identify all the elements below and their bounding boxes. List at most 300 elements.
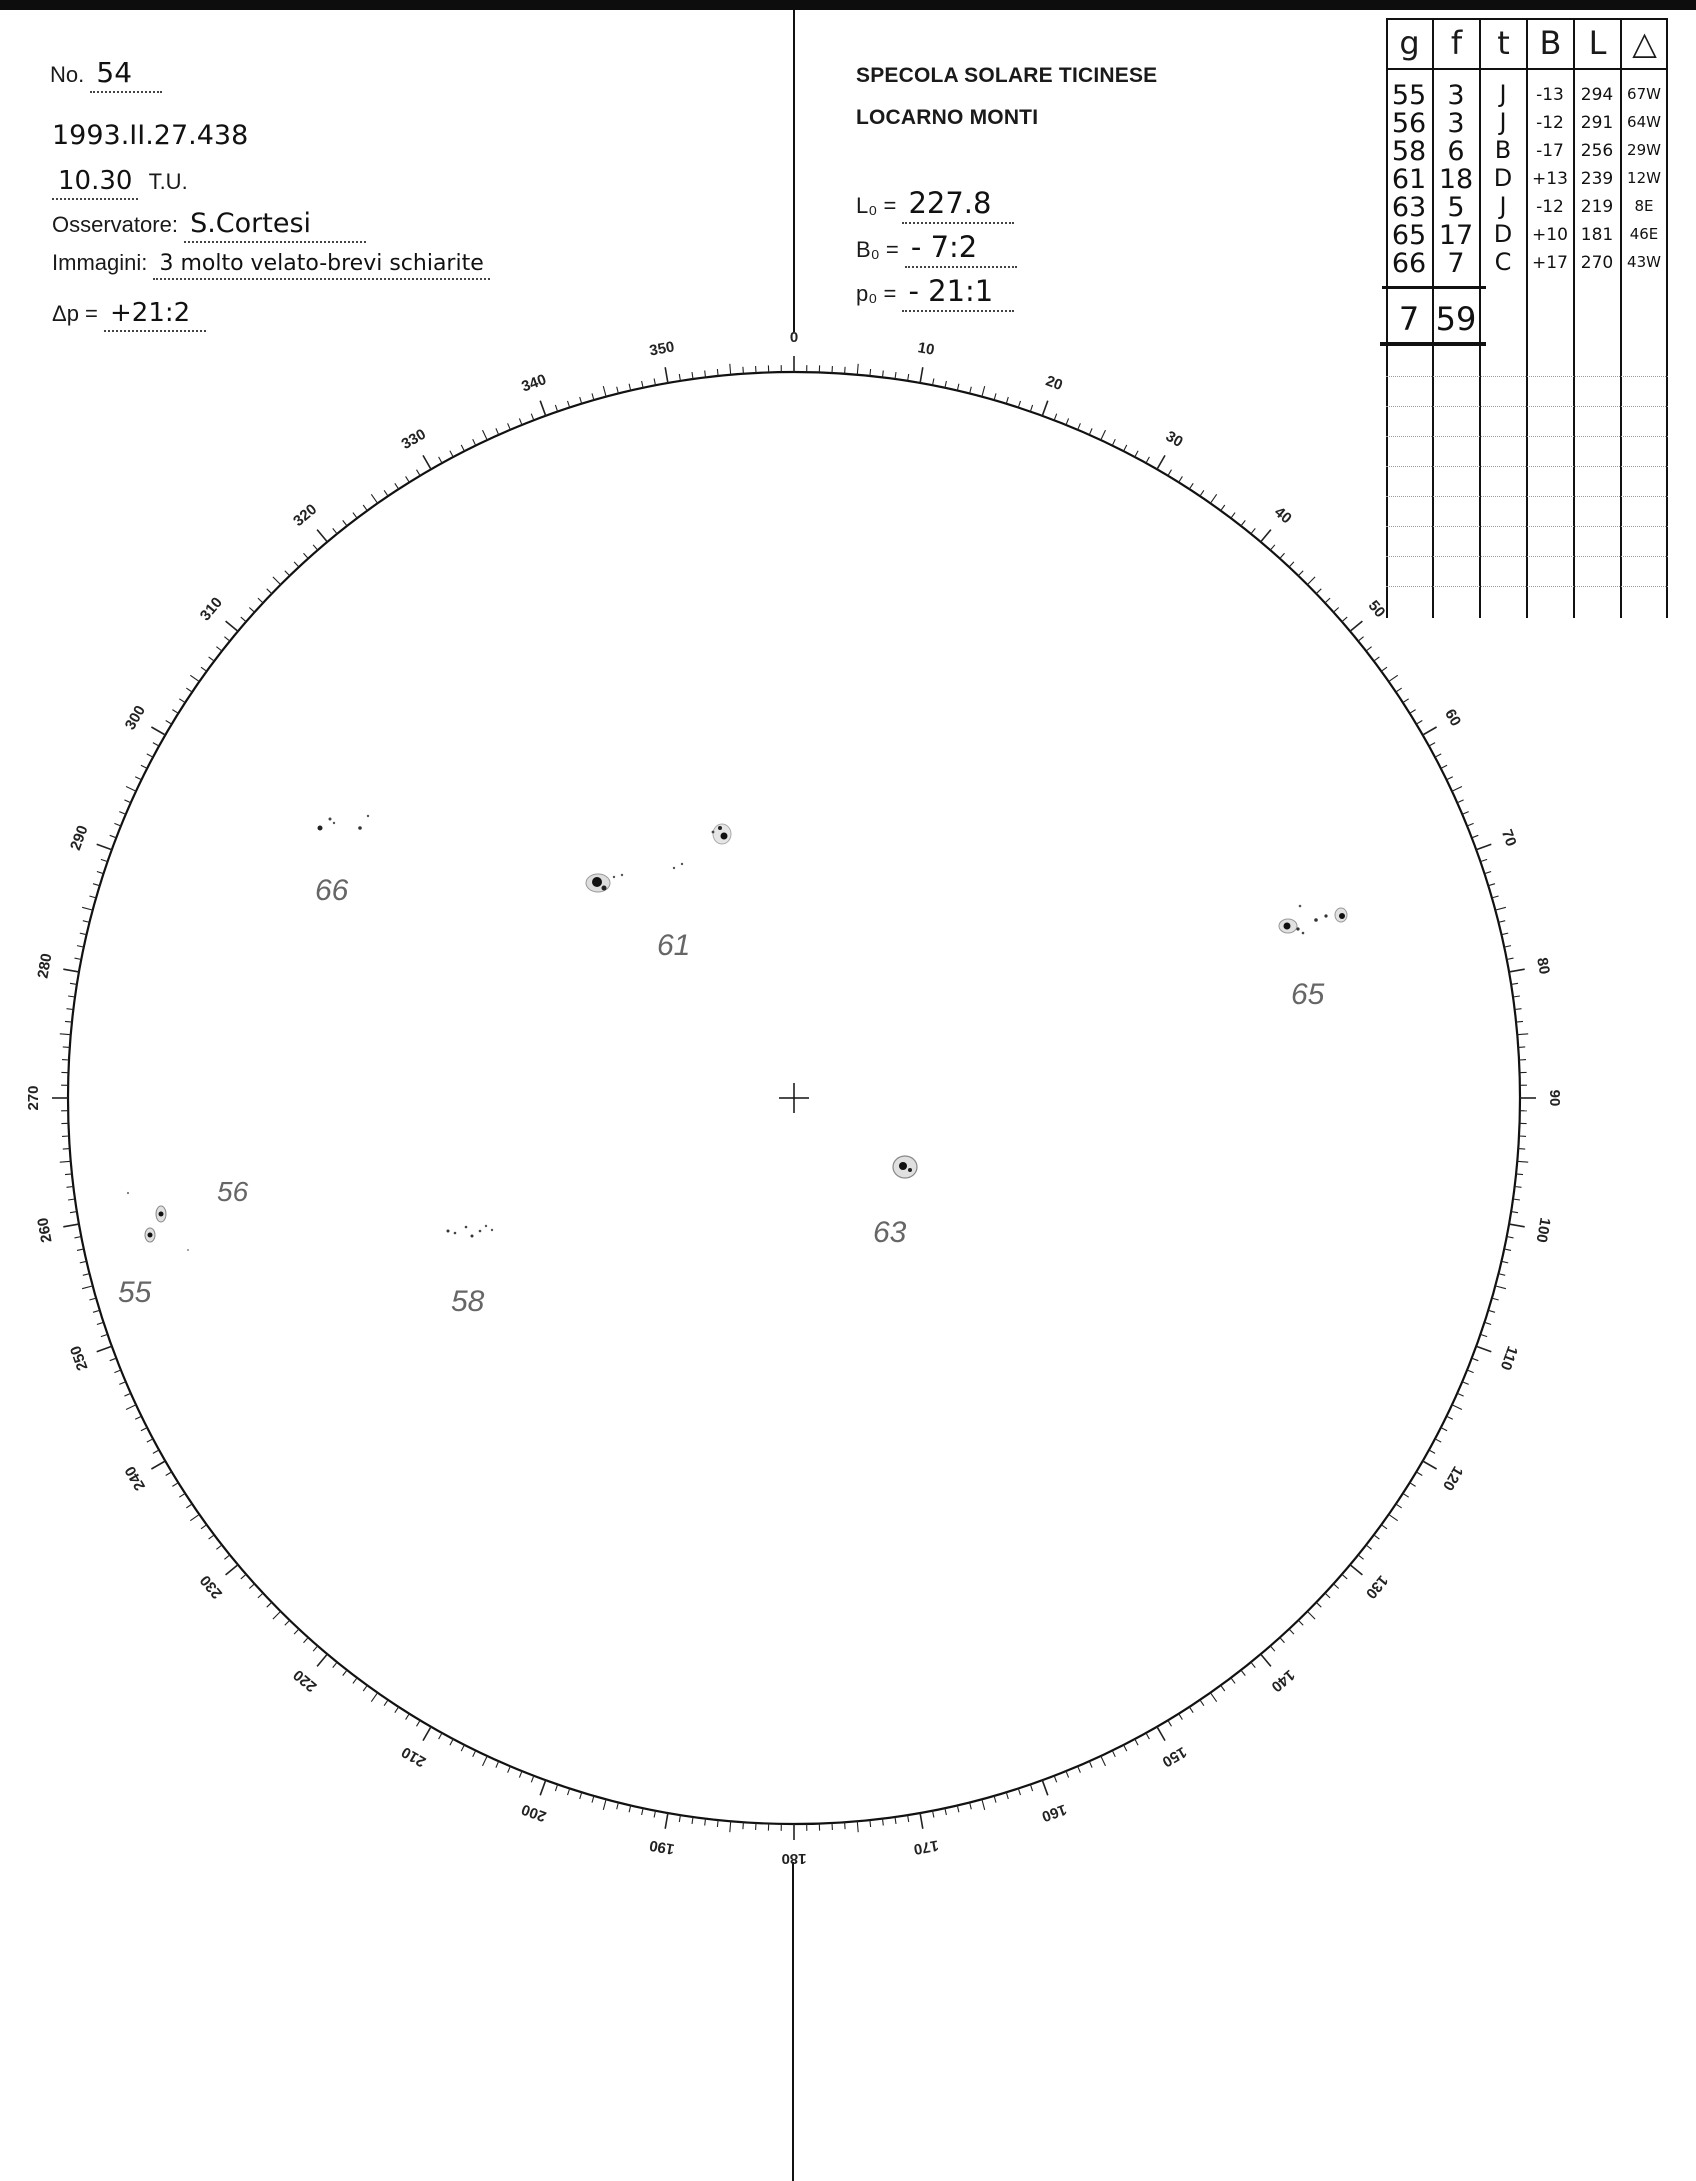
- degree-label-50: 50: [1364, 597, 1389, 622]
- time-unit: T.U.: [148, 169, 188, 194]
- degree-tick: [957, 384, 959, 391]
- degree-tick: [1101, 430, 1106, 440]
- degree-tick: [1495, 907, 1506, 910]
- degree-label-40: 40: [1270, 503, 1295, 528]
- degree-tick: [1210, 494, 1216, 503]
- header-l: L: [1588, 24, 1607, 62]
- degree-tick: [1089, 428, 1092, 434]
- degree-tick: [957, 1805, 959, 1812]
- degree-tick: [654, 1811, 655, 1818]
- degree-tick: [1492, 896, 1499, 898]
- degree-tick: [1358, 637, 1363, 641]
- degree-tick: [730, 364, 731, 375]
- degree-tick: [1334, 608, 1339, 613]
- table-cell: 29W: [1627, 141, 1661, 159]
- degree-tick: [406, 476, 410, 482]
- degree-tick: [1200, 1700, 1204, 1706]
- degree-tick: [1179, 1714, 1183, 1720]
- degree-tick: [63, 1149, 70, 1150]
- degree-tick: [75, 958, 82, 959]
- degree-tick: [1374, 657, 1380, 661]
- degree-tick: [126, 1405, 136, 1410]
- degree-tick: [845, 1822, 846, 1829]
- degree-tick: [209, 657, 215, 661]
- degree-tick: [1423, 727, 1437, 735]
- degree-tick: [114, 1370, 121, 1373]
- degree-label-300: 300: [121, 702, 149, 733]
- degree-tick: [1515, 1187, 1522, 1188]
- degree-tick: [1006, 397, 1008, 404]
- table-cell: +13: [1532, 169, 1568, 189]
- degree-label-30: 30: [1162, 427, 1186, 451]
- degree-tick: [1089, 1761, 1092, 1767]
- degree-tick: [1366, 1545, 1372, 1549]
- degree-tick: [603, 1799, 606, 1810]
- degree-tick: [126, 787, 136, 792]
- degree-label-280: 280: [34, 952, 56, 980]
- degree-tick: [67, 1009, 74, 1010]
- header-b: B: [1539, 24, 1562, 62]
- degree-tick: [1410, 1483, 1416, 1487]
- degree-label-310: 310: [196, 594, 226, 625]
- sunspot-group-61: [586, 824, 731, 892]
- degree-tick: [1516, 1174, 1523, 1175]
- degree-tick: [1189, 1707, 1193, 1713]
- degree-label-190: 190: [648, 1836, 676, 1858]
- degree-tick: [870, 1820, 871, 1827]
- degree-tick: [80, 1261, 87, 1263]
- degree-tick: [1509, 1224, 1525, 1227]
- table-cell: -13: [1536, 85, 1564, 105]
- sunspot-group-66: [318, 815, 370, 831]
- center-cross: [779, 1083, 809, 1113]
- degree-tick: [1168, 1720, 1172, 1726]
- degree-tick: [1066, 1771, 1069, 1778]
- degree-tick: [124, 800, 130, 803]
- degree-label-100: 100: [1532, 1216, 1554, 1244]
- degree-label-60: 60: [1441, 706, 1465, 730]
- degree-tick: [692, 1817, 693, 1824]
- total-spots: 59: [1435, 300, 1477, 338]
- degree-tick: [1030, 405, 1032, 412]
- table-cell: J: [1499, 80, 1507, 108]
- degree-tick: [80, 933, 87, 935]
- degree-tick: [249, 608, 254, 613]
- degree-tick: [285, 571, 290, 576]
- degree-tick: [65, 1174, 72, 1175]
- degree-tick: [1467, 823, 1474, 826]
- degree-label-20: 20: [1043, 372, 1065, 395]
- table-cell: 63: [1391, 192, 1427, 223]
- degree-tick: [1476, 844, 1491, 850]
- degree-tick: [1513, 996, 1520, 997]
- degree-tick: [1289, 562, 1294, 567]
- degree-tick: [617, 387, 619, 394]
- degree-tick: [1030, 1784, 1032, 1791]
- degree-label-320: 320: [290, 500, 321, 530]
- degree-tick: [1042, 1780, 1048, 1795]
- observer-value: S.Cortesi: [184, 208, 366, 243]
- degree-tick: [333, 1662, 337, 1667]
- degree-label-110: 110: [1496, 1343, 1521, 1373]
- group-label-56: 56: [217, 1176, 249, 1207]
- degree-tick: [179, 699, 185, 703]
- group-label-58: 58: [451, 1285, 485, 1318]
- group-label-63: 63: [873, 1216, 907, 1249]
- degree-tick: [70, 1212, 77, 1213]
- degree-tick: [1018, 401, 1020, 408]
- degree-tick: [1251, 528, 1255, 533]
- degree-tick: [1462, 812, 1468, 815]
- degree-tick: [1018, 1789, 1020, 1796]
- degree-tick: [1498, 1274, 1505, 1276]
- degree-label-270: 270: [24, 1085, 42, 1111]
- degree-tick: [1200, 490, 1204, 496]
- degree-tick: [483, 1756, 488, 1766]
- degree-tick: [201, 667, 207, 671]
- degree-tick: [568, 401, 570, 408]
- degree-tick: [519, 418, 522, 425]
- degree-tick: [353, 513, 357, 519]
- degree-tick: [568, 1789, 570, 1796]
- degree-tick: [642, 381, 644, 388]
- degree-tick: [423, 455, 431, 469]
- degree-label-0: 0: [789, 328, 799, 346]
- degree-tick: [1054, 414, 1057, 421]
- table-cell: 219: [1580, 197, 1614, 217]
- degree-tick: [1157, 455, 1165, 469]
- degree-tick: [705, 371, 706, 378]
- table-cell: 270: [1580, 253, 1614, 273]
- degree-tick: [172, 710, 178, 714]
- delta-p-label: Δp =: [52, 301, 98, 326]
- degree-tick: [508, 423, 511, 429]
- degree-tick: [172, 1483, 178, 1487]
- degree-tick: [642, 1808, 644, 1815]
- degree-tick: [1261, 530, 1271, 542]
- degree-label-90: 90: [1546, 1089, 1564, 1107]
- degree-tick: [531, 414, 534, 421]
- degree-label-220: 220: [290, 1666, 321, 1696]
- degree-tick: [153, 1450, 159, 1453]
- degree-tick: [1457, 800, 1463, 803]
- images-value: 3 molto velato-brevi schiarite: [153, 251, 489, 280]
- degree-tick: [603, 386, 606, 397]
- degree-tick: [933, 1811, 934, 1818]
- degree-tick: [920, 367, 923, 383]
- degree-tick: [1334, 1584, 1339, 1589]
- degree-tick: [241, 617, 246, 622]
- degree-tick: [1316, 1602, 1321, 1607]
- degree-tick: [1316, 589, 1321, 594]
- degree-tick: [933, 379, 934, 386]
- degree-tick: [60, 1034, 71, 1035]
- degree-tick: [920, 1813, 923, 1829]
- degree-tick: [1403, 699, 1409, 703]
- degree-tick: [1501, 933, 1508, 935]
- degree-tick: [994, 393, 996, 400]
- degree-tick: [110, 835, 117, 838]
- total-groups: 7: [1398, 300, 1420, 338]
- degree-tick: [555, 405, 557, 412]
- p0-value: - 21:1: [902, 274, 1014, 312]
- degree-tick: [135, 1416, 141, 1419]
- degree-tick: [1452, 1405, 1462, 1410]
- table-cell: 58: [1391, 136, 1427, 167]
- degree-tick: [1467, 1370, 1474, 1373]
- table-cell: 56: [1391, 108, 1427, 139]
- degree-tick: [1042, 401, 1048, 416]
- degree-tick: [1251, 1662, 1255, 1667]
- degree-tick: [1501, 1261, 1508, 1263]
- degree-tick: [439, 1733, 442, 1739]
- degree-tick: [1457, 1393, 1463, 1396]
- degree-label-240: 240: [121, 1463, 149, 1494]
- degree-tick: [258, 598, 263, 603]
- group-label-55: 55: [118, 1276, 152, 1309]
- degree-tick: [1447, 777, 1453, 780]
- degree-tick: [1498, 921, 1505, 923]
- degree-tick: [285, 1620, 290, 1625]
- degree-tick: [63, 969, 79, 972]
- degree-tick: [654, 379, 655, 386]
- degree-tick: [1157, 1727, 1165, 1741]
- degree-tick: [1325, 1593, 1330, 1598]
- p0-label: p₀ =: [856, 281, 897, 306]
- degree-tick: [68, 1199, 75, 1200]
- degree-tick: [63, 1047, 70, 1048]
- degree-tick: [135, 777, 141, 780]
- degree-tick: [68, 996, 75, 997]
- l0-label: L₀ =: [856, 193, 897, 218]
- degree-tick: [1374, 1535, 1380, 1539]
- degree-tick: [845, 367, 846, 374]
- degree-tick: [1124, 445, 1127, 451]
- degree-tick: [226, 1565, 238, 1575]
- degree-tick: [717, 1820, 718, 1827]
- degree-tick: [317, 530, 327, 542]
- table-cell: -12: [1536, 113, 1564, 133]
- degree-tick: [1495, 1286, 1506, 1289]
- degree-tick: [343, 1670, 347, 1676]
- sunspot-group-65: [1279, 905, 1347, 935]
- degree-tick: [384, 490, 388, 496]
- degree-tick: [1078, 423, 1081, 429]
- degree-tick: [1485, 872, 1492, 874]
- degree-tick: [77, 1249, 84, 1251]
- degree-tick: [304, 1638, 309, 1643]
- table-cell: D: [1493, 164, 1513, 192]
- degree-tick: [970, 1802, 972, 1809]
- degree-tick: [363, 505, 367, 511]
- degree-tick: [1389, 1514, 1398, 1520]
- degree-tick: [629, 384, 631, 391]
- table-cell: 7: [1447, 248, 1465, 279]
- degree-label-120: 120: [1439, 1463, 1467, 1494]
- degree-tick: [110, 1358, 117, 1361]
- degree-tick: [1066, 418, 1069, 425]
- degree-tick: [1231, 1678, 1235, 1684]
- degree-tick: [141, 765, 147, 768]
- sunspot-group-56: [127, 1192, 166, 1222]
- degree-tick: [83, 921, 90, 923]
- degree-tick: [1517, 1034, 1528, 1035]
- degree-tick: [343, 520, 347, 526]
- degree-tick: [82, 1286, 93, 1289]
- degree-tick: [1403, 1493, 1409, 1497]
- degree-tick: [1389, 675, 1398, 681]
- degree-tick: [1261, 1654, 1271, 1666]
- degree-tick: [1462, 1382, 1468, 1385]
- table-cell: 3: [1447, 80, 1465, 111]
- degree-tick: [70, 983, 77, 984]
- table-cell: +10: [1532, 225, 1568, 245]
- degree-tick: [89, 1298, 96, 1300]
- date-value: 1993.II.27.438: [52, 120, 249, 151]
- degree-tick: [540, 401, 546, 416]
- degree-tick: [1325, 598, 1330, 603]
- degree-tick: [1504, 946, 1511, 948]
- table-cell: D: [1493, 220, 1513, 248]
- degree-tick: [982, 386, 985, 397]
- degree-tick: [304, 553, 309, 558]
- table-cell: 12W: [1627, 169, 1661, 187]
- degree-tick: [1423, 1461, 1437, 1469]
- degree-tick: [1270, 545, 1275, 550]
- degree-tick: [679, 374, 680, 381]
- degree-tick: [1231, 513, 1235, 519]
- sunspot-group-58: [447, 1225, 494, 1238]
- degree-tick: [473, 439, 476, 445]
- degree-tick: [97, 1346, 112, 1352]
- table-cell: +17: [1532, 253, 1568, 273]
- degree-tick: [75, 1237, 82, 1238]
- degree-tick: [705, 1819, 706, 1826]
- degree-tick: [406, 1714, 410, 1720]
- degree-tick: [1210, 1693, 1216, 1702]
- degree-tick: [1054, 1776, 1057, 1783]
- degree-tick: [461, 1745, 464, 1751]
- degree-tick: [1366, 647, 1372, 651]
- table-cell: 18: [1438, 164, 1474, 195]
- degree-tick: [1516, 1021, 1523, 1022]
- degree-label-200: 200: [519, 1800, 549, 1825]
- degree-tick: [1241, 520, 1245, 526]
- table-cell: 67W: [1627, 85, 1661, 103]
- degree-tick: [186, 1504, 192, 1508]
- degree-label-10: 10: [916, 339, 936, 359]
- degree-tick: [1307, 577, 1315, 585]
- degree-tick: [1435, 1439, 1441, 1442]
- degree-tick: [60, 1161, 71, 1162]
- degree-tick: [1146, 457, 1149, 463]
- observer-label: Osservatore:: [52, 212, 178, 237]
- table-cell: 55: [1391, 80, 1427, 111]
- degree-tick: [743, 367, 744, 374]
- degree-tick: [1298, 1620, 1303, 1625]
- degree-tick: [97, 872, 104, 874]
- degree-tick: [241, 1574, 246, 1579]
- degree-tick: [1429, 743, 1435, 746]
- degree-tick: [1078, 1766, 1081, 1772]
- degree-tick: [114, 823, 121, 826]
- table-cell: 17: [1438, 220, 1474, 251]
- degree-tick: [1513, 1199, 1520, 1200]
- degree-label-290: 290: [67, 823, 92, 853]
- degree-tick: [93, 1310, 100, 1312]
- degree-tick: [141, 1428, 147, 1431]
- degree-tick: [531, 1776, 534, 1783]
- degree-tick: [273, 577, 281, 585]
- table-cell: -17: [1536, 141, 1564, 161]
- table-cell: 46E: [1629, 225, 1659, 243]
- degree-tick: [294, 562, 299, 567]
- degree-tick: [224, 1555, 229, 1559]
- degree-tick: [1410, 710, 1416, 714]
- table-cell: 65: [1391, 220, 1427, 251]
- images-label: Immagini:: [52, 250, 148, 275]
- degree-label-80: 80: [1533, 956, 1553, 976]
- degree-tick: [883, 371, 884, 378]
- degree-tick: [124, 1393, 130, 1396]
- degree-tick: [417, 1720, 421, 1726]
- degree-tick: [313, 545, 318, 550]
- degree-tick: [580, 397, 582, 404]
- degree-tick: [83, 1274, 90, 1276]
- degree-tick: [1504, 1249, 1511, 1251]
- degree-tick: [224, 637, 229, 641]
- degree-tick: [1006, 1792, 1008, 1799]
- degree-tick: [151, 727, 165, 735]
- header-t: t: [1497, 24, 1510, 62]
- observatory-location: LOCARNO MONTI: [856, 106, 1039, 129]
- table-cell: J: [1499, 192, 1507, 220]
- table-cell: -12: [1536, 197, 1564, 217]
- degree-tick: [617, 1802, 619, 1809]
- degree-label-250: 250: [67, 1343, 92, 1373]
- degree-tick: [333, 528, 337, 533]
- degree-tick: [216, 647, 222, 651]
- degree-tick: [857, 1821, 858, 1832]
- degree-tick: [119, 1382, 125, 1385]
- degree-tick: [226, 621, 238, 631]
- header-delta: △: [1632, 24, 1657, 62]
- degree-tick: [1480, 1334, 1487, 1336]
- table-cell: B: [1494, 136, 1512, 164]
- degree-label-150: 150: [1159, 1743, 1190, 1771]
- table-cell: 43W: [1627, 253, 1661, 271]
- degree-label-340: 340: [519, 371, 549, 396]
- degree-tick: [153, 743, 159, 746]
- degree-tick: [1112, 1751, 1115, 1757]
- degree-tick: [1518, 1047, 1525, 1048]
- degree-tick: [1511, 1212, 1518, 1213]
- degree-tick: [77, 946, 84, 948]
- degree-tick: [555, 1784, 557, 1791]
- degree-tick: [384, 1700, 388, 1706]
- table-cell: 291: [1580, 113, 1614, 133]
- degree-tick: [1476, 1346, 1491, 1352]
- degree-tick: [93, 884, 100, 886]
- table-cell: 66: [1391, 248, 1427, 279]
- degree-tick: [1168, 470, 1172, 476]
- degree-tick: [1488, 884, 1495, 886]
- sunspot-group-63: [893, 1156, 917, 1178]
- degree-tick: [1189, 483, 1193, 489]
- degree-tick: [1396, 1504, 1402, 1508]
- group-label-66: 66: [315, 874, 349, 907]
- degree-tick: [1381, 1525, 1387, 1529]
